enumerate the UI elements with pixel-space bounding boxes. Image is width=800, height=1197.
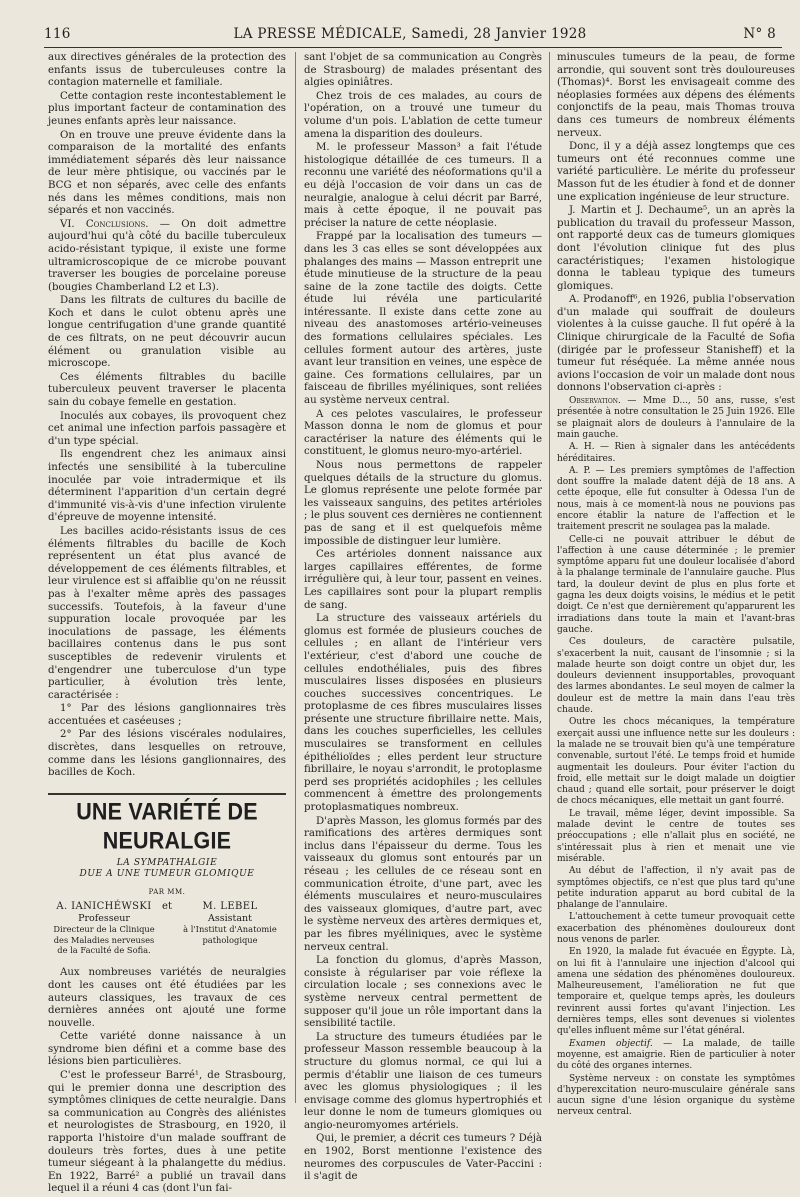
- author: [174, 901, 286, 955]
- paragraph: Donc, il y a déjà assez longtemps que ces tumeurs ont été reconnues comme une variété particulière. Le mérite du professeur Masson fut de les étudier à fond et de donner une explication ingénieuse de leur structure.: [557, 141, 795, 203]
- paragraph: Frappé par la localisation des tumeurs — dans les 3 cas elles se sont développées aux phalanges des mains — Masson entreprit une étude minutieuse de la structure de la peau saine de la zone tactile des doigts. Cette étude lui révéla une particularité intéressante. Il existe dans cette zone au niveau des anastomoses artério-veineuses des formations cellulaires spéciales. Les cellules forment autour des artères, juste avant leur transition en veines, une espèce de gaine. Ces formations cellulaires, par un faisceau de fibrilles myéliniques, sont reliées au système nerveux central.: [304, 231, 543, 407]
- paragraph-text: — La malade, de taille moyenne, est amaigrie. Rien de particulier à noter du côté des organes internes.: [557, 1038, 795, 1072]
- column-divider: [295, 52, 296, 1103]
- author-name: A. IANICHÉWSKI: [56, 901, 152, 913]
- author-conjunction: et: [162, 901, 172, 913]
- paragraph: C'est le professeur Barré¹, de Strasbourg, qui le premier donna une description des symptômes cliniques de cette neuralgie. Dans sa communication au Congrès des aliénistes et neurologistes de Strasbourg, en 1920, il rapporta l'histoire d'un malade souffrant de douleurs très fortes, dues à une petite tumeur siégeant à la phalangette du médius. En 1922, Barré² a publié un travail dans lequel il a réuni 4 cas (dont l'un fai-: [48, 1070, 286, 1195]
- column-left: [48, 52, 286, 1197]
- paragraph: Dans les filtrats de cultures du bacille de Koch et dans le culot obtenu après une longue centrifugation d'une grande quantité de ces filtrats, on ne peut découvrir aucun élément ou granulation visible au microscope.: [48, 295, 286, 370]
- paragraph: Ces éléments filtrables du bacille tuberculeux peuvent traverser le placenta sain du cobaye femelle en gestation.: [48, 371, 286, 409]
- observation-block: [557, 396, 795, 1119]
- paragraph: [48, 219, 286, 295]
- paragraph: Ces artérioles donnent naissance aux larges capillaires efférentes, de forme irrégulière qui, à leur tour, passent en veines. Les capillaires sont pour la plupart remplis de sang.: [304, 549, 542, 611]
- observation-paragraph: Outre les chocs mécaniques, la température exerçait aussi une influence nette sur les douleurs : la malade ne se trouvait bien qu'à une température convenable, surtout l'été. Le temps froid et humide augmentait les douleurs. Pour éviter l'action du froid, elle mettait sur le doigt malade un doigtier chaud ; quand elle sortait, pour préserver le doigt de chocs mécaniques, elle mettait un gant fourré.: [557, 717, 795, 807]
- page-header: [44, 26, 776, 46]
- section-heading: VI. Conclusions.: [60, 218, 149, 230]
- paragraph: M. le professeur Masson³ a fait l'étude histologique détaillée de ces tumeurs. Il a reconnu une variété des néoformations qu'il a eu déjà l'occasion de voir dans un cas de neuralgie, analogue à celui décrit par Barré, mais à cette époque, il ne pouvait pas préciser la nature de cette néoplasie.: [304, 142, 542, 229]
- observation-paragraph: Système nerveux : on constate les symptômes d'hyperexcitation neuro-musculaire générale sans aucun signe d'une lésion organique du système nerveux central.: [557, 1073, 795, 1118]
- paragraph: A ces pelotes vasculaires, le professeur Masson donna le nom de glomus et pour caractériser la nature des éléments qui le constituent, le glomus neuro-myo-artériel.: [304, 408, 542, 458]
- paragraph: Chez trois de ces malades, au cours de l'opération, on a trouvé une tumeur du volume d'un pois. L'ablation de cette tumeur amena la disparition des douleurs.: [304, 90, 542, 140]
- author-affiliation: à l'Institut d'Anatomie pathologique: [183, 924, 277, 945]
- issue-number: N° 8: [743, 26, 776, 42]
- byline-par: PAR MM.: [148, 887, 186, 896]
- paragraph-text: — On doit admettre aujourd'hui qu'à côté du bacille tuberculeux acido-résistant typique, il existe une forme ultramicroscopique de ce microbe pouvant traverser les bougies de porcelaine poreuse (bougies Chamberland L2 et L3).: [48, 218, 286, 293]
- paragraph: La structure des tumeurs étudiées par le professeur Masson ressemble beaucoup à la structure du glomus normal, ce qui lui a permis d'établir une liaison de ces tumeurs avec les glomus physiologiques ; il les envisage comme des glomus hypertrophiés et leur donne le nom de tumeurs glomiques ou angio-neuromyomes artériels.: [304, 1031, 542, 1131]
- page-number: 116: [44, 26, 71, 42]
- paragraph: D'après Masson, les glomus formés par des ramifications des artères dermiques sont inclus dans l'épaisseur du derme. Tous les vaisseaux du glomus sont entourés par un réseau ; les cellules de ce réseau sont en communication étroite, d'une part, avec les éléments musculaires et neuro-musculaires des vaisseaux glomiques, d'autre part, avec le système nerveux des artères dermiques et, par les fibres myéliniques, avec le système nerveux central.: [304, 815, 542, 953]
- paragraph: Les bacilles acido-résistants issus de ces éléments filtrables du bacille de Koch représentent un état plus avancé de développement de ces éléments filtrables, et leur virulence est si affaiblie qu'on ne réussit pas à l'exalter même après des passages successifs. Toutefois, à la faveur d'une suppuration locale provoquée par les inoculations de passage, les éléments bacillaires contenus dans le pus sont susceptibles de redevenir virulents et d'engendrer une tuberculose d'un type particulier, à évolution très lente, caractérisée :: [48, 525, 286, 701]
- paragraph: On en trouve une preuve évidente dans la comparaison de la mortalité des enfants immédiatement séparés dès leur naissance de leur mère phtisique, ou vaccinés par le BCG et non séparés, avec celle des enfants nés dans les mêmes conditions, mais non séparés et non vaccinés.: [48, 129, 286, 217]
- paragraph: Qui, le premier, a décrit ces tumeurs ? Déjà en 1902, Borst mentionne l'existence des neuromes des corpuscules de Vater-Paccini : il s'agit de: [304, 1133, 542, 1183]
- paragraph: Aux nombreuses variétés de neuralgies dont les causes ont été étudiées par les auteurs classiques, les travaux de ces dernières années ont ajouté une forme nouvelle.: [48, 967, 286, 1029]
- paragraph: 2° Par des lésions viscérales nodulaires, discrètes, dans lesquelles on retrouve, comme dans les lésions ganglionnaires, des bacilles de Koch.: [48, 729, 286, 779]
- observation-paragraph: L'attouchement à cette tumeur provoquait cette exacerbation des phénomènes douloureux dont nous venons de parler.: [557, 912, 795, 945]
- article-title: UNE VARIÉTÉ DE NEURALGIE: [76, 797, 258, 854]
- article-subtitle: LA SYMPATHALGIE: [116, 857, 218, 868]
- paragraph: Cette variété donne naissance à un syndrome bien défini et a comme base des lésions bien particulières.: [48, 1031, 286, 1068]
- author-role: Assistant: [208, 912, 252, 924]
- paragraph: Ils engendrent chez les animaux ainsi infectés une sensibilité à la tuberculine inoculée par voie intradermique et ils déterminent l'apparition d'un certain degré d'immunité vis-à-vis d'une infection virulente d'épreuve de moyenne intensité.: [48, 449, 286, 524]
- paragraph: La structure des vaisseaux artériels du glomus est formée de plusieurs couches de cellules ; en allant de l'intérieur vers l'extérieur, c'est d'abord une couche de cellules endothéliales, puis des fibres musculaires lisses disposées en plusieurs couches successives concentriques. Le protoplasme de ces fibres musculaires lisses présente une structure fibrillaire nette. Mais, dans les couches superficielles, les cellules musculaires se transforment en cellules épithélioïdes ; elles perdent leur structure fibrillaire, le noyau s'arrondit, le protoplasme perd ses propriétés acidophiles ; les cellules commencent à émettre des prolongements protoplasmatiques nombreux.: [304, 613, 542, 814]
- observation-paragraph: Le travail, même léger, devint impossible. Sa malade devint le centre de toutes ses préoccupations ; elle n'allait plus en société, ne s'intéressait plus à rien et menait une vie misérable.: [557, 808, 795, 864]
- paragraph: Inoculés aux cobayes, ils provoquent chez cet animal une infection parfois passagère et d'un type spécial.: [48, 410, 286, 447]
- author-name: M. LEBEL: [202, 901, 258, 913]
- article-subtitle: DUE A UNE TUMEUR GLOMIQUE: [79, 869, 255, 880]
- observation-paragraph: En 1920, la malade fut évacuée en Égypte. Là, on lui fit à l'annulaire une injection d'alcool qui amena une sédation des phénomènes douloureux. Malheureusement, l'amélioration ne fut que temporaire et, quelque temps après, les douleurs revinrent aussi fortes qu'avant l'injection. Les dernières temps, elles sont devenues si violentes qu'elles influent même sur l'état général.: [557, 947, 795, 1037]
- paragraph: aux directives générales de la protection des enfants issus de tuberculeuses contre la contagion maternelle et familiale.: [48, 52, 286, 89]
- paragraph: Nous nous permettons de rappeler quelques détails de la structure du glomus. Le glomus représente une pelote formée par les vaisseaux sanguins, des petites artérioles ; le plus souvent ces dernières ne contiennent pas de sang et il est quelquefois même impossible de distinguer leur lumière.: [304, 460, 542, 547]
- authors-block: [48, 901, 286, 955]
- column-right: [557, 52, 795, 1120]
- header-rule: [44, 47, 782, 48]
- observation-paragraph: [557, 1039, 795, 1073]
- paragraph: 1° Par des lésions ganglionnaires très accentuées et caséeuses ;: [48, 703, 286, 727]
- author-affiliation: Directeur de la Clinique des Maladies nerveuses de la Faculté de Sofia.: [53, 924, 155, 956]
- observation-paragraph: Celle-ci ne pouvait attribuer le début de l'affection à une cause déterminée ; le premier symptôme apparu fut une douleur localisée d'abord à la phalange terminale de l'annulaire gauche. Plus tard, la douleur devint de plus en plus forte et gagna les deux doigts voisins, le médius et le petit doigt. Ce n'est que dernièrement qu'apparurent les irradiations dans toute la main et l'avant-bras gauche.: [557, 534, 795, 635]
- observation-paragraph: Ces douleurs, de caractère pulsatile, s'exacerbent la nuit, causant de l'insomnie ; si la malade heurte son doigt contre un objet dur, les douleurs deviennent insupportables, provoquant des larmes abondantes. Le seul moyen de calmer la douleur est de mettre la main dans l'eau très chaude.: [557, 637, 795, 716]
- paragraph: sant l'objet de sa communication au Congrès de Strasbourg) de malades présentant des algies opiniâtres.: [304, 52, 542, 89]
- exam-heading: Examen objectif.: [569, 1038, 653, 1049]
- paragraph: A. Prodanoff⁶, en 1926, publia l'observation d'un malade qui souffrait de douleurs violentes à la cuisse gauche. Il fut opéré à la Clinique chirurgicale de la Faculté de Sofia (dirigée par le professeur Stanisheff) et la tumeur fut réséquée. La même année nous avions l'occasion de voir un malade dont nous donnons l'observation ci-après :: [557, 294, 795, 394]
- observation-paragraph: Au début de l'affection, il n'y avait pas de symptômes objectifs, ce n'est que plus tard qu'une petite induration apparut au bord cubital de la phalange de l'annulaire.: [557, 866, 795, 911]
- author-role: Professeur: [78, 912, 130, 924]
- observation-heading: Observation.: [569, 396, 621, 407]
- paragraph: minuscules tumeurs de la peau, de forme arrondie, qui souvent sont très douloureuses (Thomas)⁴. Borst les envisageait comme des néoplasies formées aux dépens des éléments conjonctifs de la peau, mais Thomas trouva dans ces tumeurs de nombreux éléments nerveux.: [557, 52, 795, 139]
- author: [48, 901, 160, 955]
- paragraph: La fonction du glomus, d'après Masson, consiste à régulariser par voie réflexe la circulation locale ; ses connexions avec le système nerveux central permettent de supposer qu'il joue un rôle important dans la sensibilité tactile.: [304, 955, 542, 1030]
- column-middle: [304, 52, 542, 1185]
- article-separator: [48, 793, 286, 795]
- column-divider: [549, 52, 550, 1103]
- paragraph: J. Martin et J. Dechaume⁵, un an après la publication du travail du professeur Masson, ont rapporté deux cas de tumeurs glomiques dont l'évolution clinique fut des plus caractéristiques; l'examen histologique donna le tableau typique des tumeurs glomiques.: [557, 205, 795, 292]
- observation-paragraph: [557, 396, 795, 441]
- observation-paragraph: A. H. — Rien à signaler dans les antécédents héréditaires.: [557, 442, 795, 464]
- paragraph: Cette contagion reste incontestablement le plus important facteur de contamination des jeunes enfants après leur naissance.: [48, 90, 286, 127]
- paragraph-text: — Mme D..., 50 ans, russe, s'est présentée à notre consultation le 25 Juin 1926. Elle se plaignait alors de douleurs à l'annulaire de la main gauche.: [557, 396, 795, 440]
- running-title: LA PRESSE MÉDICALE, Samedi, 28 Janvier 1928: [233, 26, 587, 42]
- observation-paragraph: A. P. — Les premiers symptômes de l'affection dont souffre la malade datent déjà de 18 ans. A cette époque, elle fut consulter à Odessa l'un de nous, mais à ce moment-là nous ne pouvions pas encore établir la nature de l'affection et le traitement prescrit ne soulagea pas la malade.: [557, 465, 795, 533]
